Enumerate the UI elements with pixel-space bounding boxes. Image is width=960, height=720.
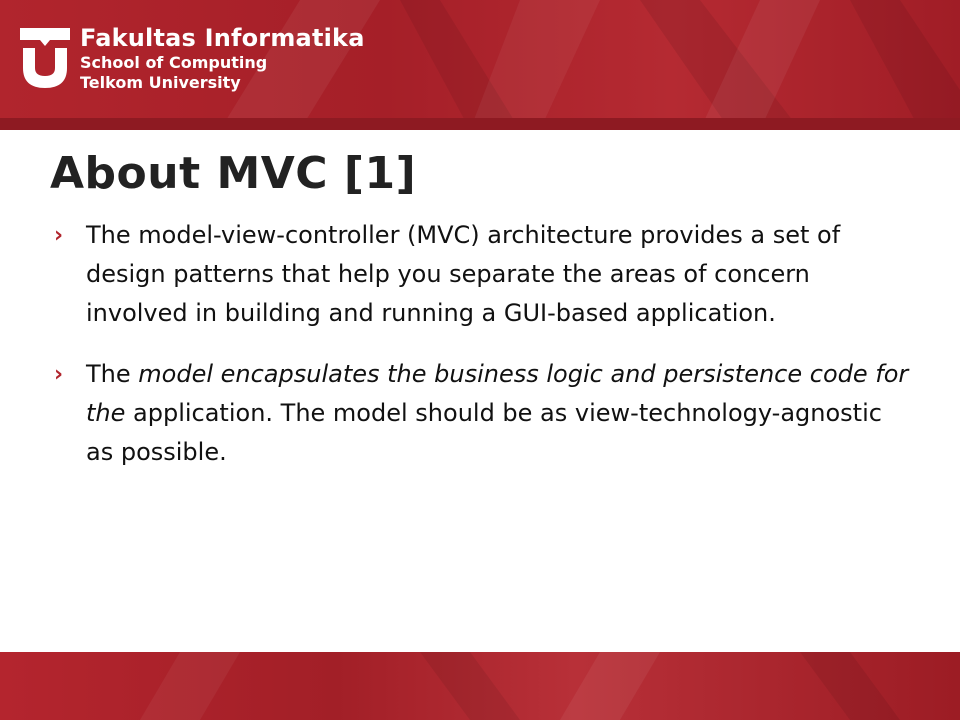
bullet-text-italic: model encapsulates the business logic and persistence code for the: [86, 360, 909, 427]
bullet-text-before: The: [86, 360, 139, 388]
footer-banner: [0, 652, 960, 720]
chevron-right-icon: ›: [54, 362, 64, 387]
brand-block: [80, 24, 365, 93]
slide-title: About MVC [1]: [50, 148, 417, 199]
bullet-item: [52, 216, 912, 333]
header-banner: [0, 0, 960, 130]
telkom-university-logo-icon: [20, 26, 70, 88]
bullet-item: [52, 355, 912, 472]
bullet-text-after: application. The model should be as view-technology-agnostic as possible.: [86, 399, 882, 466]
school-name: School of Computing: [80, 53, 268, 72]
header-bottom-band: [0, 118, 960, 130]
footer-decoration: [0, 652, 960, 720]
bullet-text: The model-view-controller (MVC) architecture provides a set of design patterns that help you separate the areas of concern involved in building and running a GUI-based application.: [86, 221, 841, 327]
university-name: Telkom University: [80, 73, 241, 92]
chevron-right-icon: ›: [54, 223, 64, 248]
faculty-name: Fakultas Informatika: [80, 24, 365, 52]
slide-content: [52, 216, 912, 494]
